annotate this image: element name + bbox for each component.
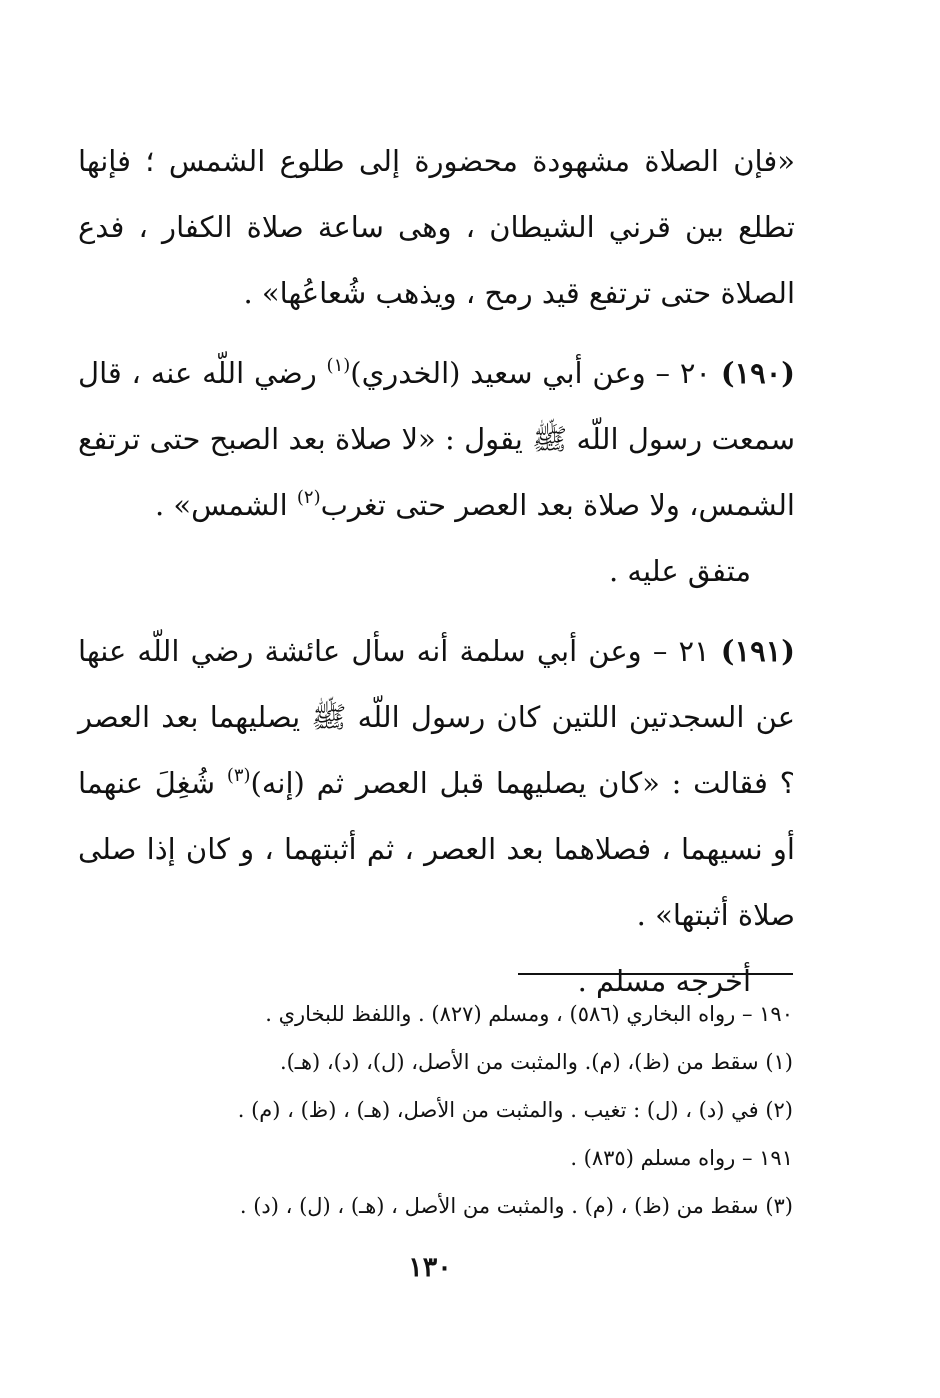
footnote-item: (٣) سقط من (ظ) ، (م) . والمثبت من الأصل ، (هـ) ، (ل) ، (د) . <box>239 1194 793 1218</box>
footnote-divider <box>518 973 793 975</box>
hadith-191-text-a: ٢١ – وعن أبي سلمة أنه سأل عائشة رضي اللّه عنها عن السجدتين اللتين كان رسول اللّه ﷺ يصليهما بعد العصر ؟ فقالت : «كان يصليهما قبل العصر ثم (إنه) <box>78 634 795 800</box>
main-text <box>78 128 795 1014</box>
hadith-190-text-b: رضي اللّه عنه ، قال سمعت رسول اللّه ﷺ يقول : «لا صلاة بعد الصبح حتى ترتفع الشمس، ولا صلاة بعد العصر حتى تغرب <box>78 356 795 522</box>
hadith-190-paragraph <box>78 340 795 538</box>
intro-paragraph: «فإن الصلاة مشهودة محضورة إلى طلوع الشمس ؛ فإنها تطلع بين قرني الشيطان ، وهى ساعة صلاة الكفار ، فدع الصلاة حتى ترتفع قيد رمح ، ويذهب شُعاعُها» . <box>78 144 795 310</box>
hadith-190-text-c: الشمس» . <box>154 488 297 522</box>
hadith-190-number: (١٩٠) <box>720 356 796 390</box>
footnote-item: (١) سقط من (ظ)، (م). والمثبت من الأصل، (ل)، (د)، (هـ). <box>279 1050 793 1074</box>
hadith-191-number: (١٩١) <box>720 634 795 668</box>
footnote-item: ١٩١ – رواه مسلم (٨٣٥) . <box>570 1146 793 1170</box>
hadith-191-paragraph <box>78 618 795 948</box>
footnotes <box>213 990 793 1230</box>
footnote-ref-3[interactable]: (٣) <box>226 765 251 786</box>
footnote-item: ١٩٠ – رواه البخاري (٥٨٦) ، ومسلم (٨٢٧) . واللفظ للبخاري . <box>265 1002 793 1026</box>
page-number: ١٣٠ <box>408 1252 452 1283</box>
hadith-190-source: متفق عليه . <box>609 554 751 588</box>
hadith-191-source: أخرجه مسلم . <box>577 964 751 998</box>
footnote-ref-2[interactable]: (٢) <box>296 487 321 508</box>
hadith-190-text-a: ٢٠ – وعن أبي سعيد (الخدري) <box>350 356 712 390</box>
hadith-191-text-b: شُغِلَ عنهما أو نسيهما ، فصلاهما بعد العصر ، ثم أثبتهما ، و كان إذا صلى صلاة أثبتها» . <box>78 766 795 932</box>
footnote-ref-1[interactable]: (١) <box>326 355 351 376</box>
footnote-item: (٢) في (د) ، (ل) : تغيب . والمثبت من الأصل، (هـ) ، (ظ) ، (م) . <box>237 1098 793 1122</box>
